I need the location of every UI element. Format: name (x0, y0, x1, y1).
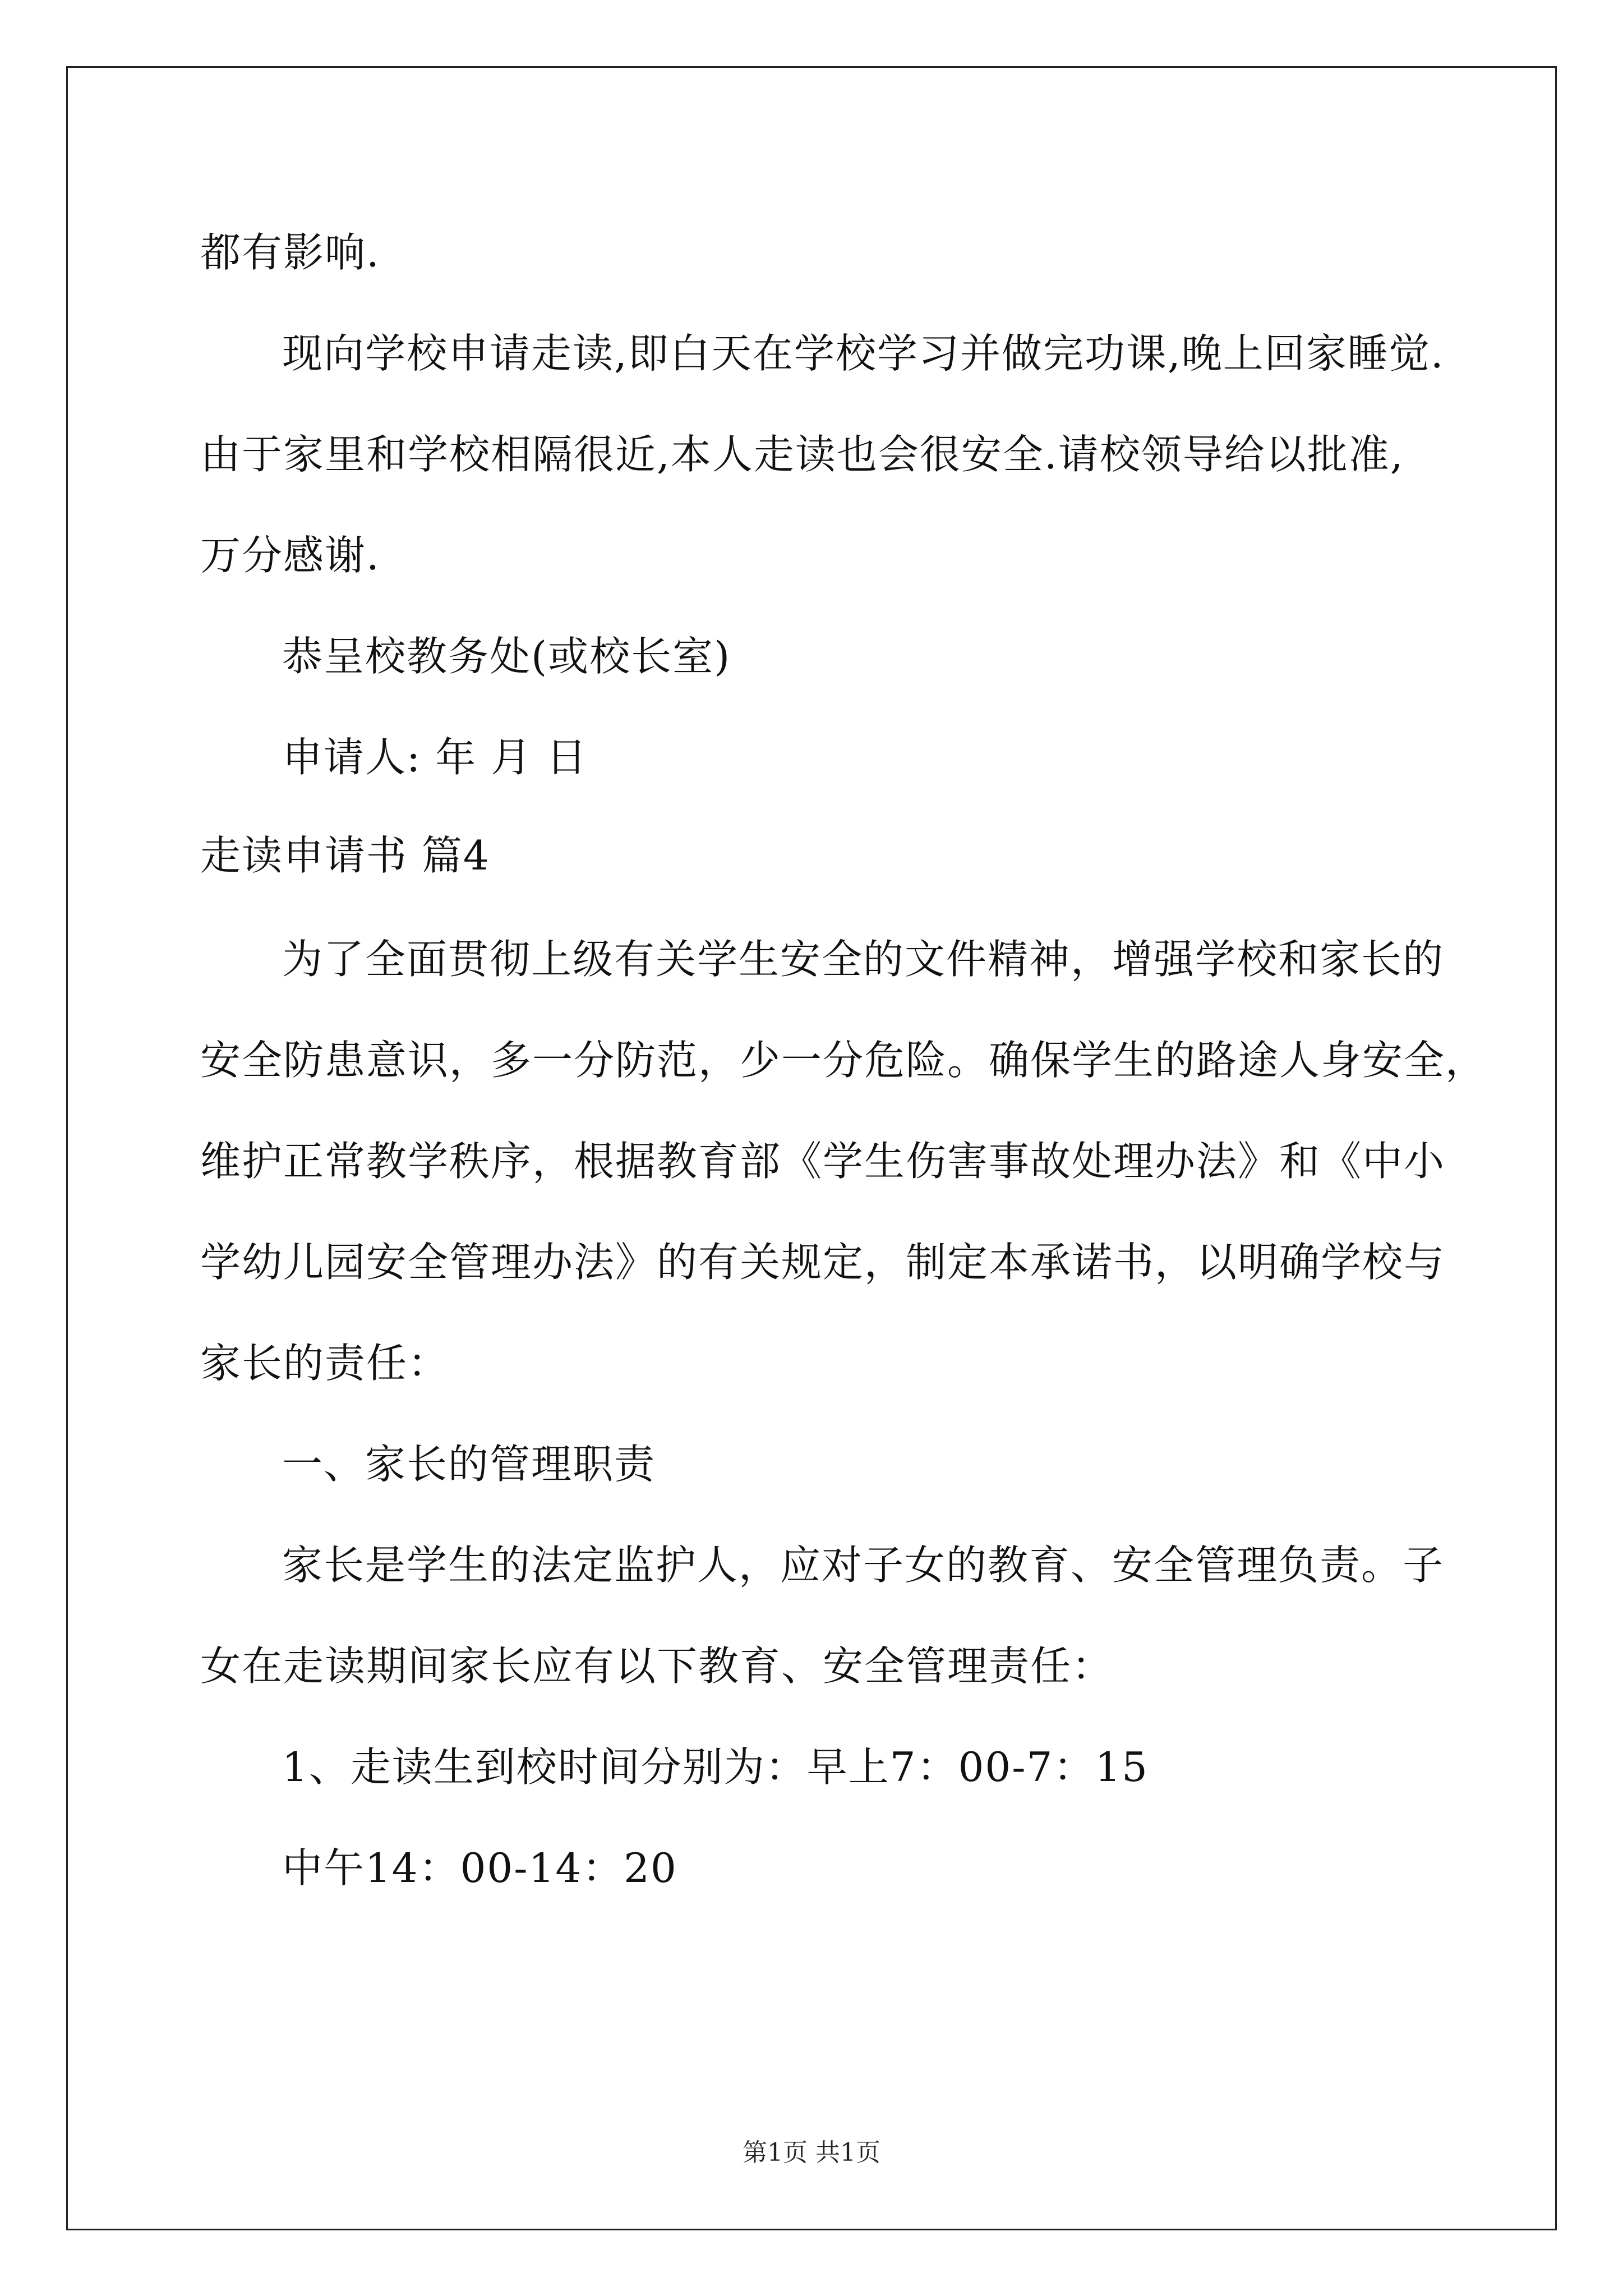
text-line-14: 家长是学生的法定监护人，应对子女的教育、安全管理负责。子 (282, 1542, 1445, 1589)
text-line-2: 现向学校申请走读,即白天在学校学习并做完功课,晚上回家睡觉. (282, 330, 1445, 377)
text-line-10: 维护正常教学秩序，根据教育部《学生伤害事故处理办法》和《中小 (200, 1138, 1446, 1185)
text-line-4: 万分感谢. (200, 532, 380, 579)
text-line-16: 1、走读生到校时间分别为：早上7：00-7：15 (282, 1743, 1149, 1791)
text-line-11: 学幼儿园安全管理办法》的有关规定，制定本承诺书，以明确学校与 (200, 1239, 1446, 1286)
text-line-17: 中午14：00-14：20 (282, 1844, 677, 1892)
text-line-3: 由于家里和学校相隔很近,本人走读也会很安全.请校领导给以批准, (200, 431, 1404, 478)
text-line-13: 一、家长的管理职责 (282, 1441, 656, 1488)
text-line-1: 都有影响. (200, 229, 380, 276)
text-line-8: 为了全面贯彻上级有关学生安全的文件精神，增强学校和家长的 (282, 936, 1445, 983)
text-line-15: 女在走读期间家长应有以下教育、安全管理责任： (200, 1642, 1114, 1690)
text-line-9: 安全防患意识，多一分防范，少一分危险。确保学生的路途人身安全， (200, 1037, 1487, 1084)
text-line-5: 恭呈校教务处(或校长室) (282, 633, 731, 680)
text-line-12: 家长的责任： (200, 1340, 450, 1387)
text-line-6: 申请人: 年 月 日 (282, 734, 588, 781)
section-heading: 走读申请书 篇4 (200, 832, 490, 879)
page-footer: 第1页 共1页 (743, 2138, 880, 2167)
